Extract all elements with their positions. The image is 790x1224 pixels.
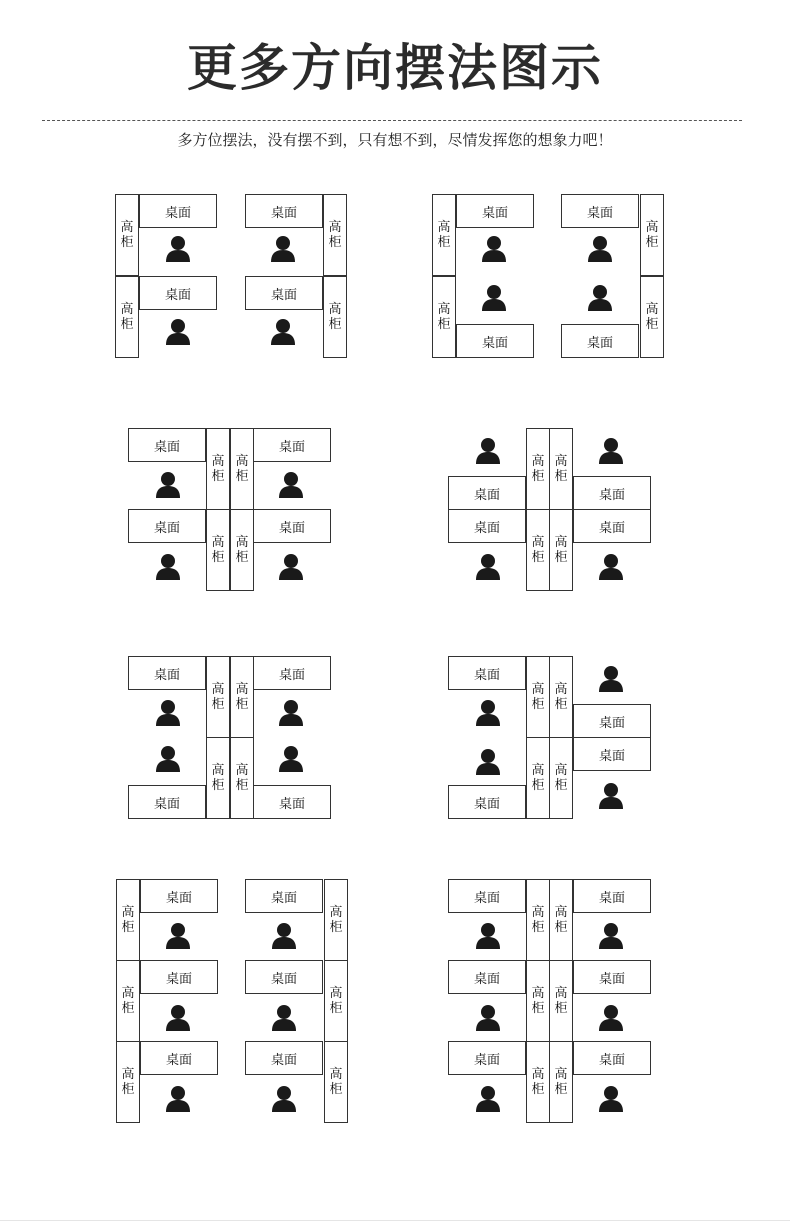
cabinet-label: 高柜 bbox=[549, 509, 573, 591]
desk-label: 桌面 bbox=[456, 324, 534, 358]
desk-label: 桌面 bbox=[139, 276, 217, 310]
person-icon bbox=[165, 922, 191, 950]
cabinet-label: 高柜 bbox=[116, 960, 140, 1042]
person-icon bbox=[475, 553, 501, 581]
person-icon bbox=[598, 782, 624, 810]
cabinet-label: 高柜 bbox=[230, 737, 254, 819]
cabinet-label: 高柜 bbox=[526, 1041, 550, 1123]
desk-label: 桌面 bbox=[561, 324, 639, 358]
person-icon bbox=[587, 235, 613, 263]
page-title: 更多方向摆法图示 bbox=[187, 39, 603, 97]
desk-label: 桌面 bbox=[573, 476, 651, 510]
desk-label: 桌面 bbox=[245, 1041, 323, 1075]
person-icon bbox=[598, 553, 624, 581]
person-icon bbox=[278, 471, 304, 499]
person-icon bbox=[598, 1085, 624, 1113]
person-icon bbox=[598, 437, 624, 465]
person-icon bbox=[475, 1004, 501, 1032]
cabinet-label: 高柜 bbox=[526, 879, 550, 961]
cabinet-label: 高柜 bbox=[526, 737, 550, 819]
cabinet-label: 高柜 bbox=[115, 276, 139, 358]
desk-label: 桌面 bbox=[245, 276, 323, 310]
bottom-border bbox=[0, 1220, 790, 1221]
desk-label: 桌面 bbox=[253, 509, 331, 543]
desk-label: 桌面 bbox=[573, 509, 651, 543]
desk-label: 桌面 bbox=[561, 194, 639, 228]
person-icon bbox=[270, 235, 296, 263]
cabinet-label: 高柜 bbox=[549, 737, 573, 819]
desk-label: 桌面 bbox=[573, 879, 651, 913]
desk-label: 桌面 bbox=[128, 656, 206, 690]
person-icon bbox=[278, 553, 304, 581]
person-icon bbox=[270, 318, 296, 346]
person-icon bbox=[598, 922, 624, 950]
desk-label: 桌面 bbox=[573, 737, 651, 771]
desk-label: 桌面 bbox=[245, 960, 323, 994]
desk-label: 桌面 bbox=[573, 704, 651, 738]
desk-label: 桌面 bbox=[448, 656, 526, 690]
cabinet-label: 高柜 bbox=[324, 1041, 348, 1123]
cabinet-label: 高柜 bbox=[640, 276, 664, 358]
person-icon bbox=[475, 699, 501, 727]
cabinet-label: 高柜 bbox=[323, 194, 347, 276]
person-icon bbox=[271, 922, 297, 950]
desk-label: 桌面 bbox=[128, 785, 206, 819]
cabinet-label: 高柜 bbox=[206, 428, 230, 510]
cabinet-label: 高柜 bbox=[526, 428, 550, 510]
cabinet-label: 高柜 bbox=[549, 1041, 573, 1123]
cabinet-label: 高柜 bbox=[549, 960, 573, 1042]
desk-label: 桌面 bbox=[128, 509, 206, 543]
desk-label: 桌面 bbox=[448, 785, 526, 819]
cabinet-label: 高柜 bbox=[230, 509, 254, 591]
desk-label: 桌面 bbox=[128, 428, 206, 462]
desk-label: 桌面 bbox=[448, 509, 526, 543]
person-icon bbox=[278, 699, 304, 727]
cabinet-label: 高柜 bbox=[526, 960, 550, 1042]
cabinet-label: 高柜 bbox=[526, 509, 550, 591]
person-icon bbox=[481, 235, 507, 263]
person-icon bbox=[165, 318, 191, 346]
desk-label: 桌面 bbox=[448, 879, 526, 913]
desk-label: 桌面 bbox=[448, 960, 526, 994]
desk-label: 桌面 bbox=[573, 960, 651, 994]
cabinet-label: 高柜 bbox=[549, 656, 573, 738]
desk-label: 桌面 bbox=[245, 194, 323, 228]
person-icon bbox=[475, 748, 501, 776]
desk-label: 桌面 bbox=[448, 1041, 526, 1075]
cabinet-label: 高柜 bbox=[432, 194, 456, 276]
person-icon bbox=[155, 745, 181, 773]
cabinet-label: 高柜 bbox=[116, 1041, 140, 1123]
cabinet-label: 高柜 bbox=[324, 879, 348, 961]
person-icon bbox=[475, 1085, 501, 1113]
desk-label: 桌面 bbox=[456, 194, 534, 228]
desk-label: 桌面 bbox=[140, 1041, 218, 1075]
cabinet-label: 高柜 bbox=[230, 656, 254, 738]
person-icon bbox=[155, 699, 181, 727]
cabinet-label: 高柜 bbox=[206, 509, 230, 591]
cabinet-label: 高柜 bbox=[549, 428, 573, 510]
cabinet-label: 高柜 bbox=[526, 656, 550, 738]
person-icon bbox=[475, 437, 501, 465]
person-icon bbox=[271, 1085, 297, 1113]
desk-label: 桌面 bbox=[253, 656, 331, 690]
cabinet-label: 高柜 bbox=[115, 194, 139, 276]
page-subtitle: 多方位摆法，没有摆不到，只有想不到，尽情发挥您的想象力吧！ bbox=[177, 131, 613, 149]
desk-label: 桌面 bbox=[139, 194, 217, 228]
desk-label: 桌面 bbox=[448, 476, 526, 510]
person-icon bbox=[598, 665, 624, 693]
desk-label: 桌面 bbox=[140, 879, 218, 913]
person-icon bbox=[598, 1004, 624, 1032]
person-icon bbox=[587, 284, 613, 312]
desk-label: 桌面 bbox=[253, 428, 331, 462]
person-icon bbox=[271, 1004, 297, 1032]
person-icon bbox=[475, 922, 501, 950]
desk-label: 桌面 bbox=[253, 785, 331, 819]
desk-label: 桌面 bbox=[573, 1041, 651, 1075]
cabinet-label: 高柜 bbox=[640, 194, 664, 276]
person-icon bbox=[165, 1085, 191, 1113]
cabinet-label: 高柜 bbox=[323, 276, 347, 358]
person-icon bbox=[155, 471, 181, 499]
cabinet-label: 高柜 bbox=[206, 737, 230, 819]
cabinet-label: 高柜 bbox=[432, 276, 456, 358]
desk-label: 桌面 bbox=[245, 879, 323, 913]
cabinet-label: 高柜 bbox=[206, 656, 230, 738]
person-icon bbox=[155, 553, 181, 581]
cabinet-label: 高柜 bbox=[324, 960, 348, 1042]
person-icon bbox=[165, 235, 191, 263]
person-icon bbox=[481, 284, 507, 312]
cabinet-label: 高柜 bbox=[549, 879, 573, 961]
cabinet-label: 高柜 bbox=[116, 879, 140, 961]
cabinet-label: 高柜 bbox=[230, 428, 254, 510]
person-icon bbox=[165, 1004, 191, 1032]
desk-label: 桌面 bbox=[140, 960, 218, 994]
person-icon bbox=[278, 745, 304, 773]
